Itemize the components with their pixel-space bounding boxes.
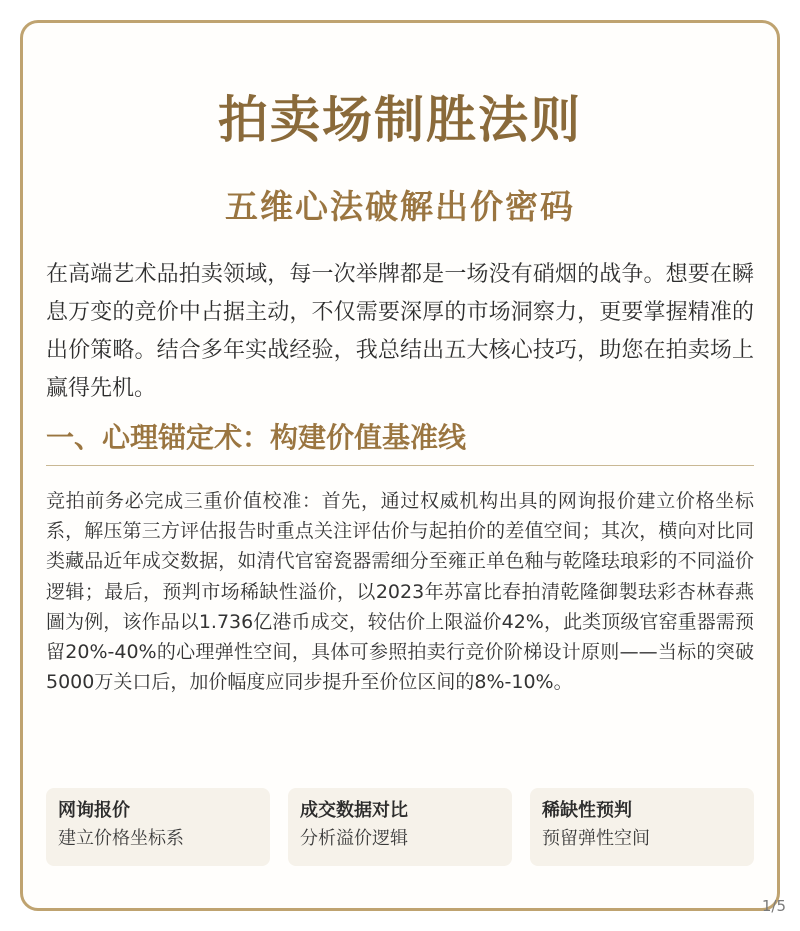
card-description: 分析溢价逻辑 xyxy=(300,828,408,849)
summary-card-scarcity xyxy=(530,788,754,866)
intro-paragraph: 在高端艺术品拍卖领域，每一次举牌都是一场没有硝烟的战争。想要在瞬息万变的竞价中占据主动，不仅需要深厚的市场洞察力，更要掌握精准的出价策略。结合多年实战经验，我总结出五大核心技巧，助您在拍卖场上赢得先机。 xyxy=(46,262,754,401)
summary-cards xyxy=(46,788,754,866)
page-title: 拍卖场制胜法则 xyxy=(218,91,582,149)
section-body-paragraph: 竞拍前务必完成三重价值校准：首先，通过权威机构出具的网询报价建立价格坐标系，解压第三方评估报告时重点关注评估价与起拍价的差值空间；其次，横向对比同类藏品近年成交数据，如清代官窑瓷器需细分至雍正单色釉与乾隆珐琅彩的不同溢价逻辑；最后，预判市场稀缺性溢价，以2023年苏富比春拍清乾隆御製珐彩杏林春燕圖为例，该作品以1.736亿港币成交，较估价上限溢价42%，此类顶级官窑重器需预留20%-40%的心理弹性空间，具体可参照拍卖行竞价阶梯设计原则——当标的突破5000万关口后，加价幅度应同步提升至价位区间的8%-10%。 xyxy=(46,490,754,694)
card-description: 建立价格坐标系 xyxy=(58,828,184,849)
section-heading: 一、心理锚定术：构建价值基准线 xyxy=(46,421,467,454)
summary-card-inquiry xyxy=(46,788,270,866)
card-description: 预留弹性空间 xyxy=(542,828,650,849)
card-title: 成交数据对比 xyxy=(300,800,408,821)
card-title: 网询报价 xyxy=(58,800,130,821)
page-indicator: 1/5 xyxy=(761,897,786,915)
card-title: 稀缺性预判 xyxy=(542,800,632,821)
page-subtitle: 五维心法破解出价密码 xyxy=(225,187,575,226)
summary-card-transaction-data xyxy=(288,788,512,866)
section-divider xyxy=(46,465,754,466)
